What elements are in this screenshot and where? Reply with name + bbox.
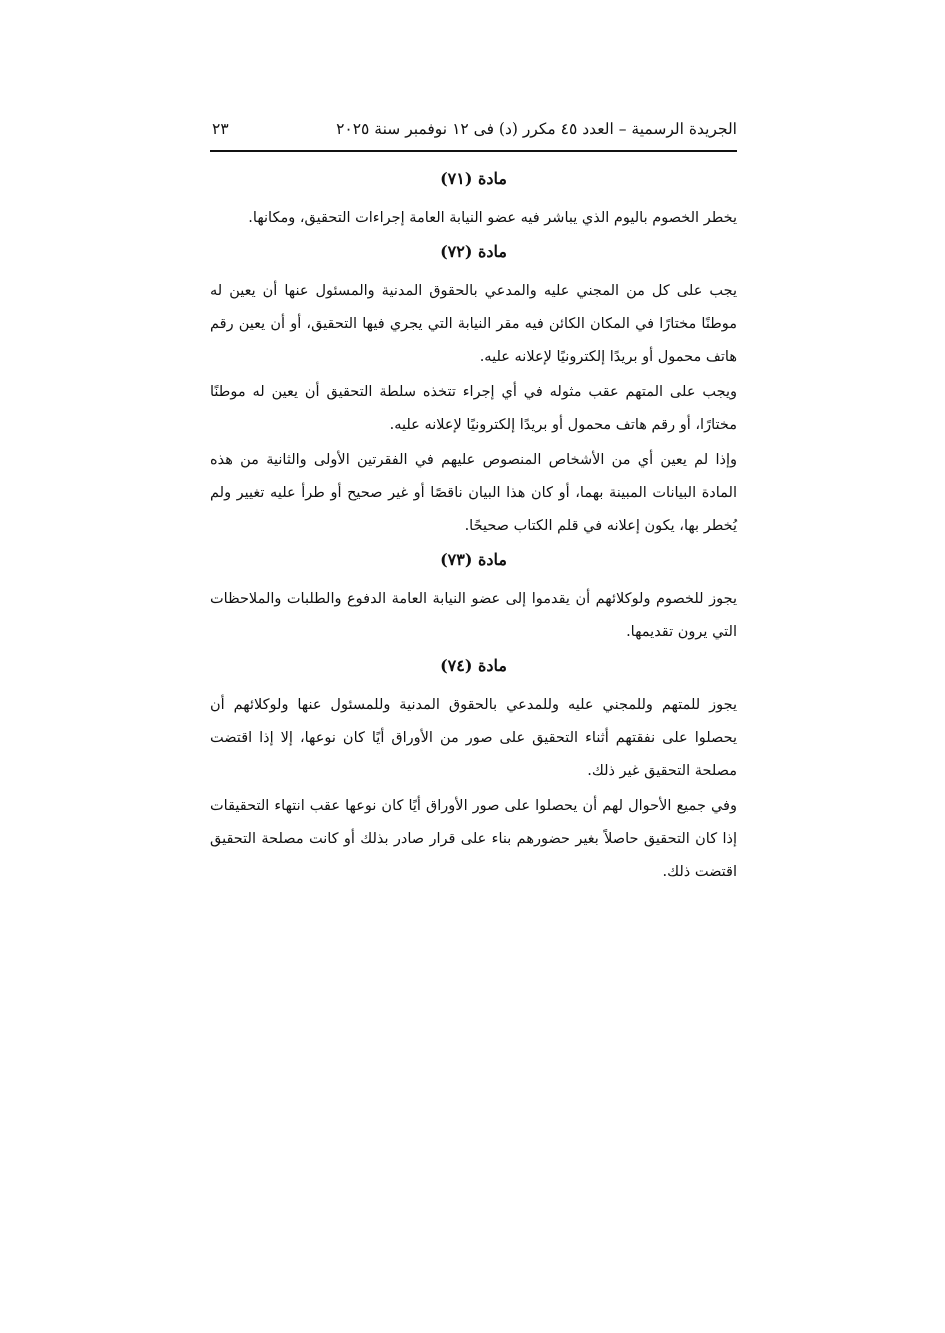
article-73 — [210, 549, 737, 649]
gazette-title: الجريدة الرسمية – العدد ٤٥ مكرر (د) فى ١٢ نوفمبر سنة ٢٠٢٥ — [336, 120, 737, 138]
article-heading: مادة (٧٢) — [440, 242, 507, 261]
article-paragraph: وفي جميع الأحوال لهم أن يحصلوا على صور الأوراق أيًا كان نوعها عقب انتهاء التحقيقات إذا كان التحقيق حاصلاً بغير حضورهم بناء على قرار صادر بذلك أو كانت مصلحة التحقيق اقتضت ذلك. — [210, 798, 737, 880]
article-paragraph: يجوز للخصوم ولوكلائهم أن يقدموا إلى عضو النيابة العامة الدفوع والطلبات والملاحظات التي يرون تقديمها. — [210, 591, 737, 640]
article-paragraph: يجب على كل من المجني عليه والمدعي بالحقوق المدنية والمسئول عنها أن يعين له موطنًا مختارًا في المكان الكائن فيه مقر النيابة التي يجري فيها التحقيق، أو أن يعين رقم هاتف محمول أو بريدًا إلكترونيًا لإعلانه عليه. — [210, 283, 737, 365]
page-number: ٢٣ — [212, 120, 229, 138]
article-74 — [210, 655, 737, 889]
gazette-page — [210, 118, 737, 891]
article-71 — [210, 168, 737, 235]
article-72 — [210, 241, 737, 543]
article-heading: مادة (٧١) — [440, 169, 507, 188]
article-heading: مادة (٧٤) — [440, 656, 507, 675]
page-header — [210, 118, 737, 152]
article-paragraph: ويجب على المتهم عقب مثوله في أي إجراء تتخذه سلطة التحقيق أن يعين له موطنًا مختارًا، أو رقم هاتف محمول أو بريدًا إلكترونيًا لإعلانه عليه. — [210, 384, 737, 433]
article-paragraph: يخطر الخصوم باليوم الذي يباشر فيه عضو النيابة العامة إجراءات التحقيق، ومكانها. — [248, 210, 737, 226]
article-heading: مادة (٧٣) — [440, 550, 507, 569]
article-paragraph: وإذا لم يعين أي من الأشخاص المنصوص عليهم في الفقرتين الأولى والثانية من هذه المادة البيانات المبينة بهما، أو كان هذا البيان ناقصًا أو غير صحيح أو طرأ عليه تغيير ولم يُخطر بها، يكون إعلانه في قلم الكتاب صحيحًا. — [210, 452, 737, 534]
article-paragraph: يجوز للمتهم وللمجني عليه وللمدعي بالحقوق المدنية وللمسئول عنها ولوكلائهم أن يحصلوا على نفقتهم أثناء التحقيق على صور من الأوراق أيًا كان نوعها، إلا إذا اقتضت مصلحة التحقيق غير ذلك. — [210, 697, 737, 779]
